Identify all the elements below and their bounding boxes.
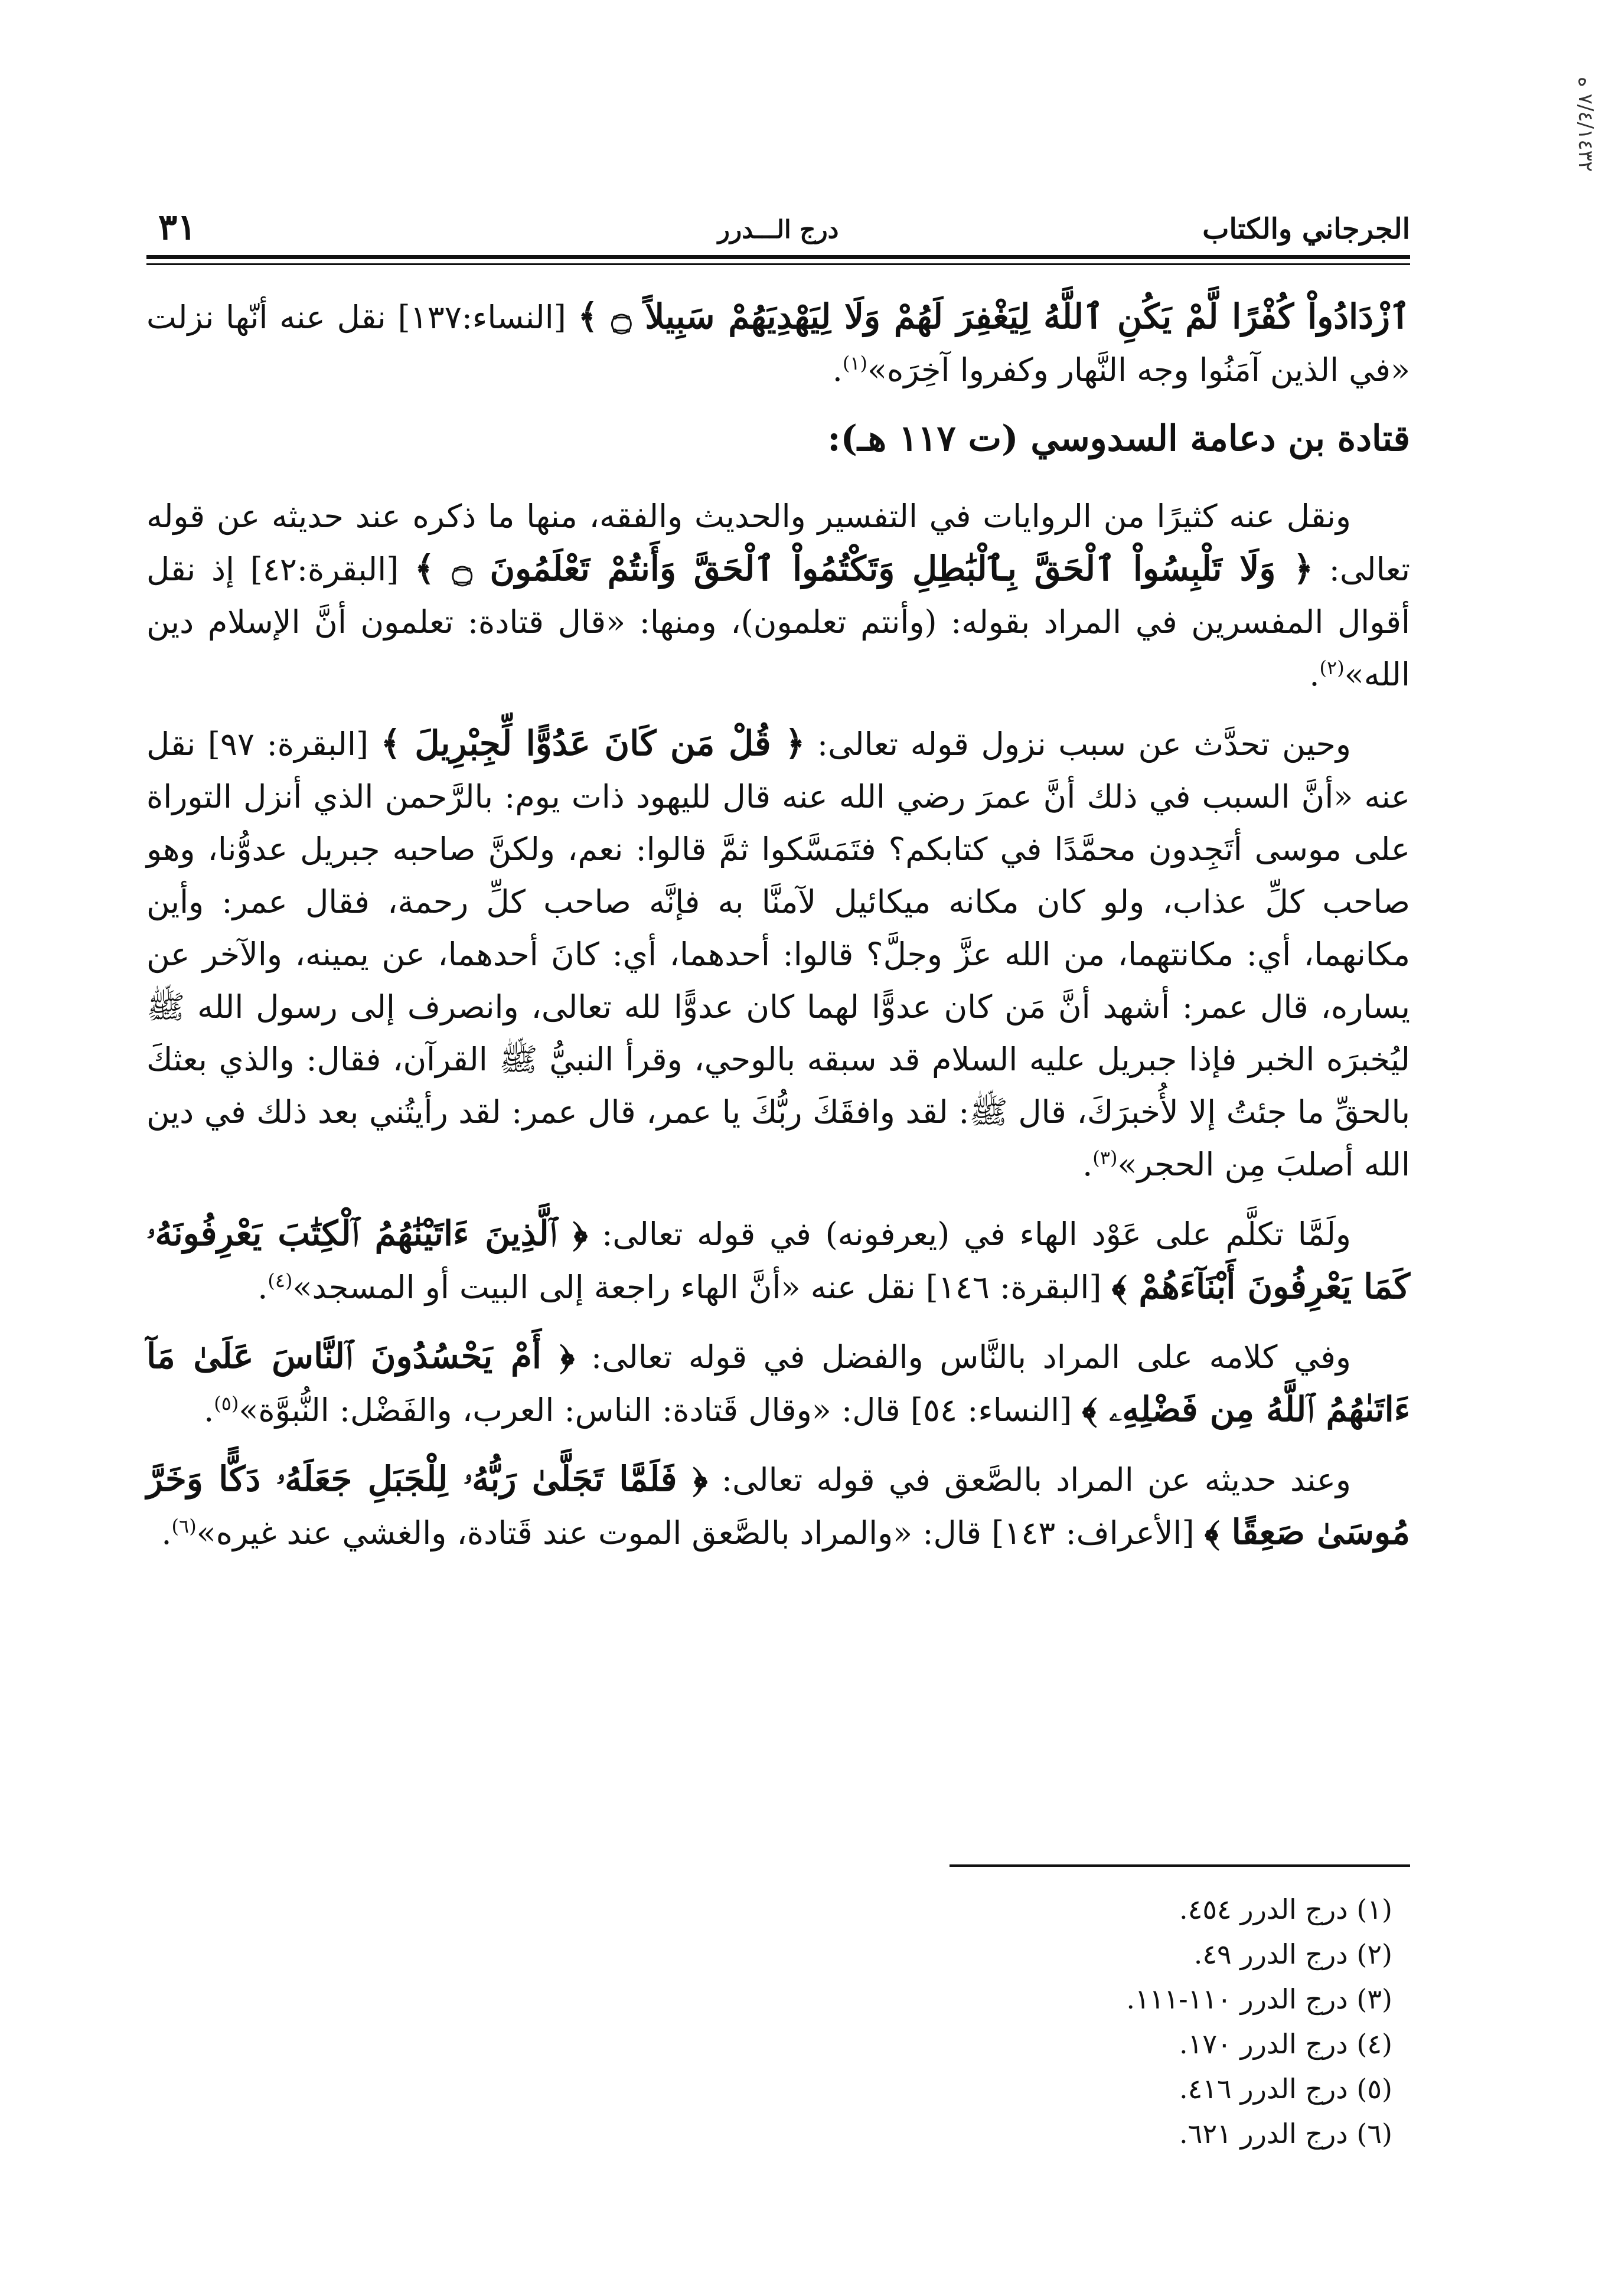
paragraph bbox=[146, 717, 1410, 1191]
footnote-4: (٤) درج الدرر ١٧٠. bbox=[1179, 2028, 1392, 2060]
paragraph-text-cont: [البقرة: ٩٧] نقل عنه «أنَّ السبب في ذلك أنَّ عمرَ رضي الله عنه قال لليهود ذات يوم: بالرَّحمن الذي أنزل التوراة على موسى أتَجِدون محمَّدًا في كتابكم؟ فتَمَسَّكوا ثمَّ قالوا: نعم، ولكنَّ صاحبه جبريل عدوُّنا، وهو صاحب كلِّ عذاب، ولو كان مكانه ميكائيل لآمنَّا به فإنَّه صاحب كلِّ رحمة، فقال عمر: وأين مكانهما، أي: مكانتهما، من الله عزَّ وجلَّ؟ قالوا: أحدهما، أي: كانَ أحدهما، عن يمينه، والآخر عن يساره، قال عمر: أشهد أنَّ مَن كان عدوًّا لهما كان عدوًّا لله تعالى، وانصرف إلى رسول الله ﷺ ليُخبرَه الخبر فإذا جبريل عليه السلام قد سبقه بالوحي، وقرأ النبيُّ ﷺ القرآن، فقال: والذي بعثكَ بالحقِّ ما جئتُ إلا لأُخبرَكَ، قال ﷺ: لقد وافقَكَ ربُّكَ يا عمر، قال عمر: لقد رأيتُني بعد ذلك في دين الله أصلبَ مِن الحجر» bbox=[146, 726, 1410, 1183]
margin-handwritten-note: ٧/٤/١٤٣٢ ه bbox=[1574, 77, 1597, 172]
paragraph bbox=[146, 1330, 1410, 1436]
paragraph-text-cont: [النساء: ٥٤] قال: «وقال قَتادة: الناس: العرب، والفَضْل: النُّبوَّة» bbox=[239, 1392, 1082, 1429]
paragraph-text: وعند حديثه عن المراد بالصَّعق في قوله تعالى: bbox=[707, 1461, 1351, 1498]
paragraph-end: . bbox=[257, 1269, 268, 1306]
footnote-1: (١) درج الدرر ٤٥٤. bbox=[1179, 1893, 1392, 1925]
paragraph-text-cont: [البقرة:٤٢] إذ نقل أقوال المفسرين في المراد بقوله: (وأنتم تعلمون)، ومنها: «قال قتادة: تعلمون أنَّ الإسلام دين الله» bbox=[146, 551, 1410, 693]
paragraph bbox=[146, 1207, 1410, 1314]
paragraph-end: . bbox=[161, 1514, 172, 1552]
section-heading: قتادة بن دعامة السدوسي (ت ١١٧ هـ): bbox=[827, 418, 1410, 459]
footnote-2: (٢) درج الدرر ٤٩. bbox=[1193, 1938, 1392, 1970]
page-number: ٣١ bbox=[158, 207, 197, 248]
footnote-ref: (٢) bbox=[1319, 657, 1345, 679]
quran-verse: ﴿ ٱلَّذِينَ ءَاتَيْنَٰهُمُ ٱلْكِتَٰبَ يَعْرِفُونَهُۥ كَمَا يَعْرِفُونَ أَبْنَآءَهُمْ ﴾ bbox=[146, 1213, 1410, 1307]
paragraph bbox=[146, 490, 1410, 701]
paragraph-text: [النساء:١٣٧] نقل عنه أنّها نزلت «في الذين آمَنُوا وجه النَّهار وكفروا آخِرَه» bbox=[146, 299, 1410, 388]
paragraph bbox=[146, 1453, 1410, 1559]
paragraph-text: ولَمَّا تكلَّم على عَوْد الهاء في (يعرفونه) في قوله تعالى: bbox=[588, 1216, 1351, 1253]
footnote-5: (٥) درج الدرر ٤١٦. bbox=[1179, 2073, 1392, 2105]
paragraph-end: . bbox=[1082, 1146, 1093, 1183]
book-section-title: الجرجاني والكتاب bbox=[1202, 213, 1410, 246]
footnote-6: (٦) درج الدرر ٦٢١. bbox=[1179, 2118, 1392, 2150]
paragraph-text: ونقل عنه كثيرًا من الروايات في التفسير والحديث والفقه، منها ما ذكره عند حديثه عن قوله تعالى: bbox=[146, 498, 1410, 588]
footnote-ref: (٤) bbox=[267, 1269, 293, 1292]
page-header bbox=[146, 207, 1410, 254]
footnote-3: (٣) درج الدرر ١١٠-١١١. bbox=[1126, 1983, 1392, 2015]
paragraph-end: . bbox=[204, 1392, 214, 1429]
quran-verse: ﴿ وَلَا تَلْبِسُواْ ٱلْحَقَّ بِٱلْبَٰطِلِ وَتَكْتُمُواْ ٱلْحَقَّ وَأَنتُمْ تَعْلَمُونَ ۝ ﴾ bbox=[415, 548, 1314, 589]
paragraph-text-cont: [البقرة: ١٤٦] نقل عنه «أنَّ الهاء راجعة إلى البيت أو المسجد» bbox=[292, 1269, 1112, 1306]
quran-verse: ٱزْدَادُواْ كُفْرًا لَّمْ يَكُنِ ٱللَّهُ لِيَغْفِرَ لَهُمْ وَلَا لِيَهْدِيَهُمْ سَبِيلاً ۝ ﴾ bbox=[578, 296, 1410, 337]
paragraph-continuation bbox=[146, 290, 1410, 396]
quran-verse: ﴿ قُلْ مَن كَانَ عَدُوًّا لِّجِبْرِيلَ ﴾ bbox=[380, 723, 805, 763]
paragraph-end: . bbox=[832, 351, 843, 388]
paragraph-text: وحين تحدَّث عن سبب نزول قوله تعالى: bbox=[805, 726, 1351, 763]
footnote-separator bbox=[950, 1864, 1410, 1867]
footnote-ref: (٦) bbox=[171, 1515, 197, 1537]
header-rule-thin bbox=[146, 263, 1410, 265]
paragraph-text-cont: [الأعراف: ١٤٣] قال: «والمراد بالصَّعق الموت عند قَتادة، والغشي عند غيره» bbox=[196, 1514, 1205, 1552]
header-rule-thick bbox=[146, 255, 1410, 259]
footnote-ref: (٣) bbox=[1092, 1147, 1118, 1169]
book-page bbox=[146, 0, 1410, 2296]
footnote-ref: (٥) bbox=[214, 1392, 239, 1415]
paragraph-text: وفي كلامه على المراد بالنَّاس والفضل في قوله تعالى: bbox=[575, 1338, 1351, 1376]
quran-verse: ﴿ أَمْ يَحْسُدُونَ ٱلنَّاسَ عَلَىٰ مَآ ءَاتَىٰهُمُ ٱللَّهُ مِن فَضْلِهِۦ ﴾ bbox=[146, 1336, 1410, 1429]
footnote-ref: (١) bbox=[842, 352, 868, 374]
running-title: درج الـــدرر bbox=[717, 215, 839, 244]
quran-verse: ﴿ فَلَمَّا تَجَلَّىٰ رَبُّهُۥ لِلْجَبَلِ جَعَلَهُۥ دَكًّا وَخَرَّ مُوسَىٰ صَعِقًا ﴾ bbox=[146, 1459, 1410, 1552]
main-text bbox=[146, 290, 1410, 1576]
paragraph-end: . bbox=[1309, 656, 1320, 693]
footnotes bbox=[802, 1887, 1392, 2156]
